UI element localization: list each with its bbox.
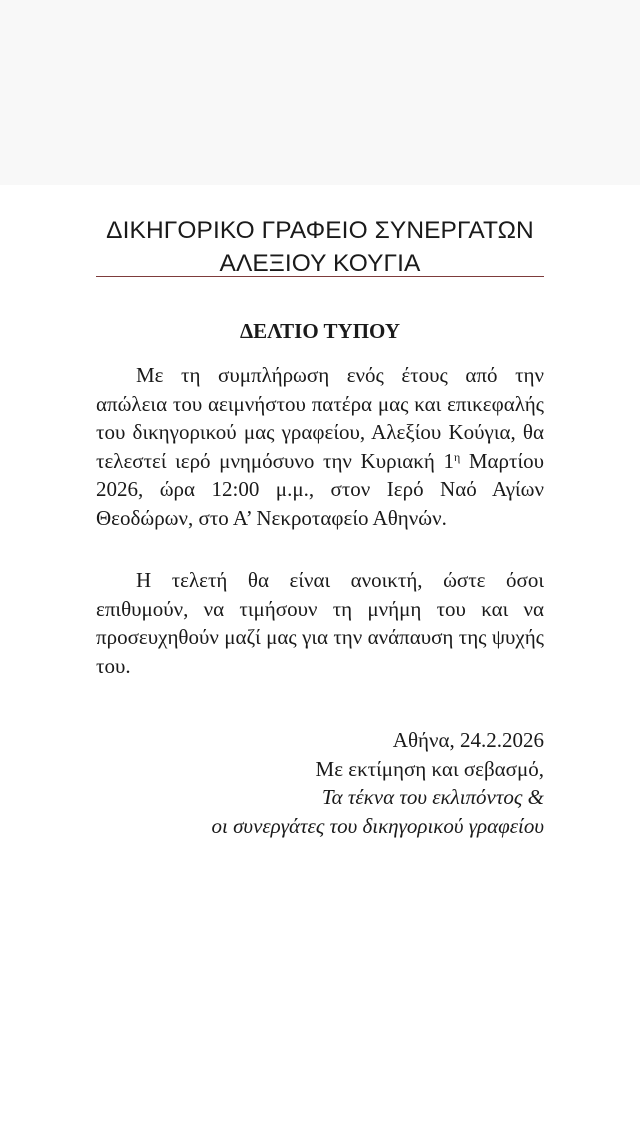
signature-line-2: οι συνεργάτες του δικηγορικού γραφείου [211, 813, 544, 838]
signature-line-1: Τα τέκνα του εκλιπόντος & [321, 785, 544, 809]
paragraph-1-text-start: Με τη συμπλήρωση ενός έτους από την απώλεια του αειμνήστου πατέρα μας και επικεφαλής του δικηγορικού μας γραφείου, Αλεξίου Κούγια, θα τελεστεί ιερό μνημόσυνο την Κυριακή 1 [96, 363, 544, 473]
ordinal-superscript: η [453, 449, 461, 464]
document-title: ΔΕΛΤΙΟ ΤΥΠΟΥ [239, 319, 401, 343]
header-divider [96, 276, 544, 277]
closing-regards: Με εκτίμηση και σεβασμό, [315, 756, 544, 781]
place-date: Αθήνα, 24.2.2026 [392, 728, 544, 752]
body-paragraph-2: Η τελετή θα είναι ανοικτή, ώστε όσοι επιθυμούν, να τιμήσουν τη μνήμη του και να προσευχηθούν μαζί μας για την ανάπαυση της ψυχής του. [96, 568, 544, 678]
closing-block [96, 726, 544, 840]
firm-name-line-2: ΑΛΕΞΙΟΥ ΚΟΥΓΙΑ [219, 250, 421, 277]
firm-header [96, 214, 544, 280]
firm-name-line-1: ΔΙΚΗΓΟΡΙΚΟ ΓΡΑΦΕΙΟ ΣΥΝΕΡΓΑΤΩΝ [106, 217, 534, 244]
body-paragraph-1 [96, 361, 544, 532]
paragraph-1-text-end: Μαρτίου 2026, ώρα 12:00 μ.μ., στον Ιερό Ναό Αγίων Θεοδώρων, στο Α’ Νεκροταφείο Αθηνών. [96, 448, 544, 530]
